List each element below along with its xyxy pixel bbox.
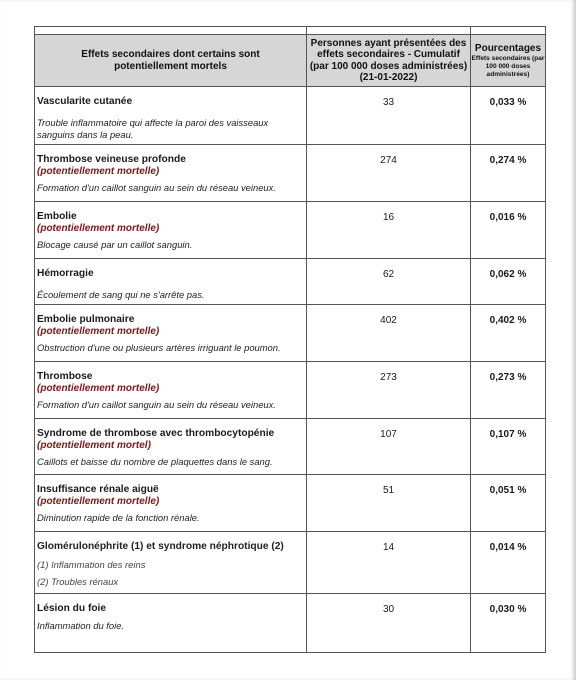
header-effects: Effets secondaires dont certains sont potentiellement mortels <box>35 35 307 87</box>
table-header-row <box>35 35 546 87</box>
table-row <box>35 475 546 532</box>
table-top-spacer-row <box>35 27 546 35</box>
effect-name: Vascularite cutanée <box>37 96 133 107</box>
potentially-fatal-label: (potentiellement mortelle) <box>37 496 160 507</box>
effect-name: Embolie pulmonaire <box>37 314 135 325</box>
effect-cell <box>35 419 307 475</box>
count-cell: 51 <box>307 475 471 532</box>
table-row <box>35 594 546 653</box>
percent-cell: 0,051 % <box>471 475 546 532</box>
effect-name: Embolie <box>37 211 77 222</box>
table-row <box>35 305 546 362</box>
percent-cell: 0,273 % <box>471 362 546 419</box>
effect-name: Thrombose <box>37 371 93 382</box>
count-cell: 33 <box>307 87 471 145</box>
effect-description: Formation d'un caillot sanguin au sein du réseau veineux. <box>37 399 276 410</box>
count-cell: 273 <box>307 362 471 419</box>
potentially-fatal-label: (potentiellement mortelle) <box>37 383 160 394</box>
effect-name: Thrombose veineuse profonde <box>37 154 186 165</box>
effect-cell <box>35 87 307 145</box>
header-percentages <box>471 35 546 87</box>
percent-cell: 0,030 % <box>471 594 546 653</box>
effect-description: Trouble inflammatoire qui affecte la paroi des vaisseaux sanguins dans la peau. <box>37 117 269 140</box>
effect-cell <box>35 305 307 362</box>
table-row <box>35 259 546 305</box>
effect-name: Syndrome de thrombose avec thrombocytopénie <box>37 428 275 439</box>
count-cell: 107 <box>307 419 471 475</box>
effect-description: Blocage causé par un caillot sanguin. <box>37 239 193 250</box>
header-percentages-subtitle: Effets secondaires (par 100 000 doses administrées) <box>471 54 545 78</box>
percent-cell: 0,014 % <box>471 532 546 594</box>
percent-cell: 0,402 % <box>471 305 546 362</box>
count-cell: 30 <box>307 594 471 653</box>
potentially-fatal-label: (potentiellement mortel) <box>37 440 151 451</box>
effect-cell <box>35 259 307 305</box>
effect-name: Lésion du foie <box>37 603 107 614</box>
table-row <box>35 202 546 259</box>
count-cell: 274 <box>307 145 471 202</box>
percent-cell: 0,016 % <box>471 202 546 259</box>
count-cell: 16 <box>307 202 471 259</box>
count-cell: 14 <box>307 532 471 594</box>
effect-cell <box>35 202 307 259</box>
table-row <box>35 145 546 202</box>
table-row <box>35 419 546 475</box>
effect-name: Hémorragie <box>37 268 94 279</box>
effect-cell <box>35 475 307 532</box>
effect-description: Obstruction d'une ou plusieurs artères irriguant le poumon. <box>37 342 281 353</box>
percent-cell: 0,107 % <box>471 419 546 475</box>
effect-footnote-1: (1) Inflammation des reins <box>37 559 146 570</box>
percent-cell: 0,033 % <box>471 87 546 145</box>
effect-footnote-2: (2) Troubles rénaux <box>37 576 119 587</box>
percent-cell: 0,062 % <box>471 259 546 305</box>
effect-description: Caillots et baisse du nombre de plaquettes dans le sang. <box>37 456 273 467</box>
side-effects-table <box>34 26 546 653</box>
effect-cell <box>35 594 307 653</box>
effect-description: Diminution rapide de la fonction rénale. <box>37 512 200 523</box>
count-cell: 402 <box>307 305 471 362</box>
effect-name: Insuffisance rénale aiguë <box>37 484 159 495</box>
header-percentages-title: Pourcentages <box>474 42 542 54</box>
count-cell: 62 <box>307 259 471 305</box>
effect-cell <box>35 145 307 202</box>
percent-cell: 0,274 % <box>471 145 546 202</box>
table-row <box>35 362 546 419</box>
potentially-fatal-label: (potentiellement mortelle) <box>37 223 160 234</box>
header-persons: Personnes ayant présentées des effets secondaires - Cumulatif (par 100 000 doses administrées) (21-01-2022) <box>307 35 471 87</box>
table-row <box>35 87 546 145</box>
effect-cell <box>35 532 307 594</box>
table-row <box>35 532 546 594</box>
effect-description: Formation d'un caillot sanguin au sein du réseau veineux. <box>37 182 276 193</box>
effect-name: Glomérulonéphrite (1) et syndrome néphrotique (2) <box>37 541 284 552</box>
effect-cell <box>35 362 307 419</box>
potentially-fatal-label: (potentiellement mortelle) <box>37 326 160 337</box>
effect-description: Écoulement de sang qui ne s'arrête pas. <box>37 289 205 300</box>
effect-description: Inflammation du foie. <box>37 620 125 631</box>
potentially-fatal-label: (potentiellement mortelle) <box>37 166 160 177</box>
